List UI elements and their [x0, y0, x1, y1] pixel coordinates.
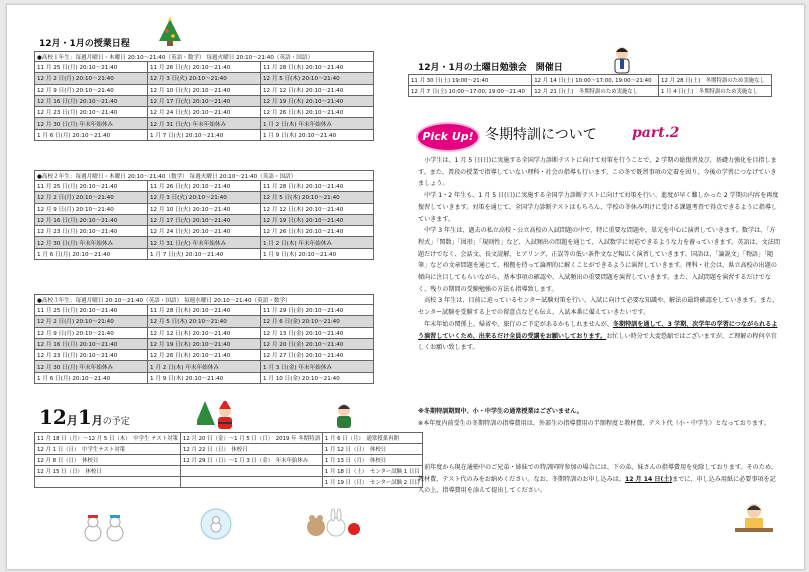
schedule-cell: 12 月 16 日(月) 20:10〜21:40 — [35, 95, 148, 106]
schedule-cell: 11 月 26 日(火) 20:10〜21:40 — [147, 62, 260, 73]
grid-cell — [180, 477, 322, 488]
sibling-paragraph: 前年度から現在通塾中のご兄弟・姉妹での特訓同時参加の場合には、下の弟、妹さんの指導費用を免除しております。そのため、教材費、テスト代のみをお納めください。なお、冬期特訓のお申し込みは、12 月 14 日(土)までに、申し込み用紙に必要事項を記入の上、指導費用を添えて提出してください。 — [418, 464, 777, 495]
paragraph-jh3: 中学 3 年生は、過去の私立高校・公立高校の入試問題の中で、特に重要な問題や、単元を中心に演習していきます。数学は、「方程式」「関数」「図形」「規則性」など、入試頻出の問題を通じて、入試数学に対応できるような力を養っていきます。英語は、文法問題だけでなく、会話文、長文読解、ヒアリング、正誤等の低い条件文など幅広く演習していきます。国語は、「論説文」「物語」「随筆」などの文章問題を通じて、根拠を持って論理的に解くことができるように演習していきます。理科・社会は、県立高校の出題の傾向に注目してもらいながら、基本事項の確認や、入試頻出の重要問題を演習していきます。また、入試問題を演習するだけでなく、残りの期間の受験勉強の方法も指導致します。 — [418, 227, 780, 293]
schedule-cell: 12 月 16 日(月) 20:10〜21:40 — [35, 338, 148, 349]
schedule-cell: 12 月 5 日(木) 20:10〜21:40 — [148, 316, 261, 327]
pickup-badge: Pick Up! — [418, 124, 478, 150]
saturday-table — [408, 74, 772, 97]
schedule-cell: 1 月 6 日(月) 20:10〜21:40 — [35, 129, 148, 140]
table-row — [35, 477, 423, 488]
grade2-schedule-table — [34, 170, 374, 260]
paragraph-elementary: 小学生は、1 月 5 日(日)に実施する全国学力診断テストに向けて対策を行うことで、2 学期の総復習及び、基礎力強化を目指します。また、普段の授業で指導していない理科・社会の指導も行います。この冬で既習事項の定着を図り、今後の学習につなげていきましょう。 — [418, 157, 777, 188]
schedule-cell: 12 月 27 日(金) 20:10〜21:40 — [261, 350, 374, 361]
table-row — [35, 129, 374, 140]
grid-cell: 11 月 18 日（月）〜12 月 5 日（木） 中学生 テスト対策 — [35, 433, 181, 444]
table-row — [35, 433, 423, 444]
schedule-cell: 1 月 7 日(火) 20:10〜21:40 — [147, 129, 260, 140]
schedule-cell: 12 月 26 日(木) 20:10〜21:40 — [260, 226, 373, 237]
snow-globe-icon — [199, 507, 233, 541]
table-row — [35, 338, 374, 349]
grid-cell: 11 月 30 日(土) 19:00〜21:40 — [409, 75, 532, 86]
schedule-cell: 12 月 31 日(火) 年末年始休み — [147, 118, 260, 129]
grid-cell: 12 月 20 日（金）〜1 月 5 日（日） 2019 年 冬期特訓 — [180, 433, 322, 444]
schedule-cell: 12 月 10 日(火) 20:10〜21:40 — [147, 203, 260, 214]
table-row — [35, 248, 374, 259]
table-row — [35, 73, 374, 84]
plan-title: 12月1月の予定 — [39, 405, 130, 429]
schedule-cell: 1 月 2 日(木) 年末年始休み — [148, 361, 261, 372]
table-row — [35, 372, 374, 383]
grid-cell: 12 月 7 日(土) 10:00〜17:00, 19:00〜21:40 — [409, 86, 532, 97]
schedule-cell: 12 月 10 日(火) 20:10〜21:40 — [147, 84, 260, 95]
schedule-cell: 11 月 25 日(月) 20:10〜21:40 — [35, 62, 148, 73]
schedule-cell: 1 月 2 日(木) 年末年始休み — [260, 237, 373, 248]
schedule-cell: 11 月 29 日(金) 20:10〜21:40 — [261, 305, 374, 316]
grid-cell: 12 月 15 日（日） 休校日 — [35, 466, 181, 477]
schedule-cell: 11 月 25 日(月) 20:10〜21:40 — [35, 181, 148, 192]
schedule-cell: 1 月 10 日(金) 20:10〜21:40 — [261, 372, 374, 383]
schedule-cell: 12 月 17 日(火) 20:10〜21:40 — [147, 95, 260, 106]
table-row — [35, 327, 374, 338]
student-studying-icon — [733, 499, 775, 539]
schedule-cell: 1 月 3 日(金) 年末年始休み — [261, 361, 374, 372]
schedule-cell: 12 月 26 日(木) 20:10〜21:40 — [148, 350, 261, 361]
table-row — [35, 118, 374, 129]
grid-cell: 12 月 22 日（日） 休校日 — [180, 444, 322, 455]
grid-cell: 1 月 12 日（日） 休校日 — [322, 444, 422, 455]
saturday-title: 12月・1月の土曜日勉強会 開催日 — [418, 63, 563, 73]
table-row — [35, 192, 374, 203]
plan-table — [34, 432, 423, 488]
part-label: part.2 — [632, 125, 680, 141]
schedule-cell: 12 月 23 日(月) 20:10〜21:40 — [35, 107, 148, 118]
grid-cell: 12 月 28 日(土) 冬期特訓のため実施なし — [659, 75, 772, 86]
table-row — [35, 84, 374, 95]
table-row — [35, 203, 374, 214]
schedule-cell: 1 月 9 日(木) 20:10〜21:40 — [148, 372, 261, 383]
schedule-cell: 12 月 30 日(月) 年末年始休み — [35, 361, 148, 372]
grid-cell — [35, 477, 181, 488]
grade3-schedule-table — [34, 294, 374, 384]
schedule-cell: 12 月 3 日(火) 20:10〜21:40 — [147, 73, 260, 84]
schedule-cell: 12 月 12 日(木) 20:10〜21:40 — [260, 84, 373, 95]
notes — [418, 406, 780, 429]
table-row — [35, 361, 374, 372]
grid-cell: 12 月 21 日(土) 冬期特訓のため実施なし — [532, 86, 659, 97]
student-icon — [331, 401, 357, 429]
grid-cell — [180, 466, 322, 477]
table-row — [35, 305, 374, 316]
grid-cell: 12 月 29 日（日）〜1 月 3 日（金） 年末年始休み — [180, 455, 322, 466]
schedule-cell: 11 月 28 日(木) 20:10〜21:40 — [148, 305, 261, 316]
table-row — [35, 214, 374, 225]
grid-cell: 12 月 14 日(土) 10:00〜17:00, 19:00〜21:40 — [532, 75, 659, 86]
grid-cell: 1 月 19 日（日） センター試験 2 日目 — [322, 477, 422, 488]
grade-header: ●高校１年生：毎週月曜日・木曜日 20:10〜21:40（英語・数学） 毎週火曜日 20:10〜21:40（英語・国語） — [35, 52, 374, 62]
grade-header: ●高校３年生：毎週月曜日 20:10〜21:40（英語・国語） 毎週水曜日 20:10〜21:40（英語・数学） — [35, 295, 374, 305]
schedule-cell: 12 月 12 日(木) 20:10〜21:40 — [148, 327, 261, 338]
note-fees: ※本年度内前受生の冬期特訓の指導費用は、外部生の指導費用の半額程度と教材費、テスト代（小・中学生）となっております。 — [418, 419, 770, 427]
grid-cell: 1 月 4 日(土) 冬期特訓のため実施なし — [659, 86, 772, 97]
schedule-cell: 1 月 2 日(木) 年末年始休み — [260, 118, 373, 129]
schedule-cell: 12 月 12 日(木) 20:10〜21:40 — [260, 203, 373, 214]
grid-cell: 12 月 8 日（日） 休校日 — [35, 455, 181, 466]
article-body — [418, 155, 780, 354]
schedule-cell: 12 月 13 日(金) 20:10〜21:40 — [261, 327, 374, 338]
schedule-cell: 12 月 26 日(木) 20:10〜21:40 — [260, 107, 373, 118]
schedule-cell: 12 月 6 日(金) 20:10〜21:40 — [261, 316, 374, 327]
paragraph-hs3: 高校 3 年生は、目前に迫っているセンター試験対策を行い、入試に向けて必要な知識や、解法の最終確認をしていきます。また、センター試験を受験する上での留意点なども伝え、入試本番に備えていきたいです。 — [418, 297, 779, 317]
schedule-cell: 11 月 26 日(火) 20:10〜21:40 — [147, 181, 260, 192]
table-row — [35, 226, 374, 237]
schedule-cell: 12 月 5 日(木) 20:10〜21:40 — [260, 192, 373, 203]
schedule-cell: 12 月 20 日(金) 20:10〜21:40 — [261, 338, 374, 349]
table-row — [409, 75, 772, 86]
schedule-cell: 12 月 31 日(火) 年末年始休み — [147, 237, 260, 248]
schedule-cell: 12 月 19 日(木) 20:10〜21:40 — [148, 338, 261, 349]
schedule-cell: 12 月 23 日(月) 20:10〜21:40 — [35, 226, 148, 237]
schedule-cell: 1 月 6 日(月) 20:10〜21:40 — [35, 372, 148, 383]
schedule-cell: 1 月 9 日(木) 20:10〜21:40 — [260, 129, 373, 140]
winter-course-title: 冬期特訓について — [485, 127, 597, 143]
santa-icon — [197, 397, 237, 431]
table-row — [35, 316, 374, 327]
schedule-cell: 12 月 30 日(月) 年末年始休み — [35, 118, 148, 129]
animals-icon — [302, 505, 362, 541]
table-row — [35, 455, 423, 466]
grid-cell: 12 月 1 日（日） 中学生テスト対策 — [35, 444, 181, 455]
paragraph-request: 年末年始の関係上、帰省や、旅行のご予定があるかもしれませんが、冬期特訓を通して、3 学期、次学年の学習につながられるよう演習していくため、出来るだけ全員の受講をお願いしております。お忙しい時分で大変恐縮ではございますが、ご理解の程何卒宜しくお願い致します。 — [418, 320, 778, 352]
schedule-cell: 12 月 30 日(月) 年末年始休み — [35, 237, 148, 248]
grade-header: ●高校２年生：毎週月曜日・木曜日 20:10〜21:40（数学） 毎週火曜日 20:10〜21:40（英語・国語） — [35, 171, 374, 181]
table-row — [35, 181, 374, 192]
schedule-section-title: 12月・1月の授業日程 — [39, 39, 130, 49]
teacher-icon — [610, 45, 634, 75]
schedule-cell: 12 月 19 日(木) 20:10〜21:40 — [260, 95, 373, 106]
snowman-icon — [79, 513, 129, 543]
schedule-cell: 1 月 9 日(木) 20:10〜21:40 — [260, 248, 373, 259]
table-row — [35, 350, 374, 361]
document-page — [6, 4, 805, 570]
schedule-cell: 11 月 25 日(月) 20:10〜21:40 — [35, 305, 148, 316]
schedule-cell: 12 月 16 日(月) 20:10〜21:40 — [35, 214, 148, 225]
schedule-cell: 12 月 2 日(月) 20:10〜21:40 — [35, 316, 148, 327]
schedule-cell: 11 月 28 日(木) 20:10〜21:40 — [260, 181, 373, 192]
table-row — [35, 107, 374, 118]
schedule-cell: 12 月 17 日(火) 20:10〜21:40 — [147, 214, 260, 225]
grid-cell: 1 月 18 日（土） センター試験 1 日目 — [322, 466, 422, 477]
schedule-cell: 12 月 9 日(月) 20:10〜21:40 — [35, 203, 148, 214]
table-row — [35, 237, 374, 248]
grade1-schedule-table — [34, 51, 374, 141]
schedule-cell: 12 月 24 日(火) 20:10〜21:40 — [147, 226, 260, 237]
note-no-regular-class: ※冬期特訓期間中、小・中学生の通常授業はございません。 — [418, 408, 583, 415]
schedule-cell: 12 月 24 日(火) 20:10〜21:40 — [147, 107, 260, 118]
table-row — [35, 95, 374, 106]
schedule-cell: 11 月 28 日(木) 20:10〜21:40 — [260, 62, 373, 73]
table-row — [409, 86, 772, 97]
schedule-cell: 12 月 9 日(月) 20:10〜21:40 — [35, 84, 148, 95]
schedule-cell: 1 月 7 日(火) 20:10〜21:40 — [147, 248, 260, 259]
table-row — [35, 444, 423, 455]
schedule-cell: 12 月 2 日(月) 20:10〜21:40 — [35, 73, 148, 84]
table-row — [35, 62, 374, 73]
grid-cell: 1 月 6 日（月） 通常授業再開 — [322, 433, 422, 444]
schedule-cell: 12 月 2 日(月) 20:10〜21:40 — [35, 192, 148, 203]
schedule-cell: 12 月 9 日(月) 20:10〜21:40 — [35, 327, 148, 338]
schedule-cell: 1 月 6 日(月) 20:10〜21:40 — [35, 248, 148, 259]
schedule-cell: 12 月 3 日(火) 20:10〜21:40 — [147, 192, 260, 203]
schedule-cell: 12 月 19 日(木) 20:10〜21:40 — [260, 214, 373, 225]
table-row — [35, 466, 423, 477]
christmas-tree-icon — [155, 17, 185, 47]
schedule-cell: 12 月 23 日(月) 20:10〜21:40 — [35, 350, 148, 361]
grid-cell: 1 月 13 日（月） 休校日 — [322, 455, 422, 466]
paragraph-jh12: 中学 1・2 年生も、1 月 5 日(日)に実施する全国学力診断テストに向けて対策を行い、進度が早く難しかった 2 学期の内容を再度復習していきます。対策を通じて、全国学力診断テストはもちろん、学校の冬休み明けに受ける課題考査で得点できるように指導していきます。 — [418, 192, 779, 223]
schedule-cell: 12 月 5 日(木) 20:10〜21:40 — [260, 73, 373, 84]
